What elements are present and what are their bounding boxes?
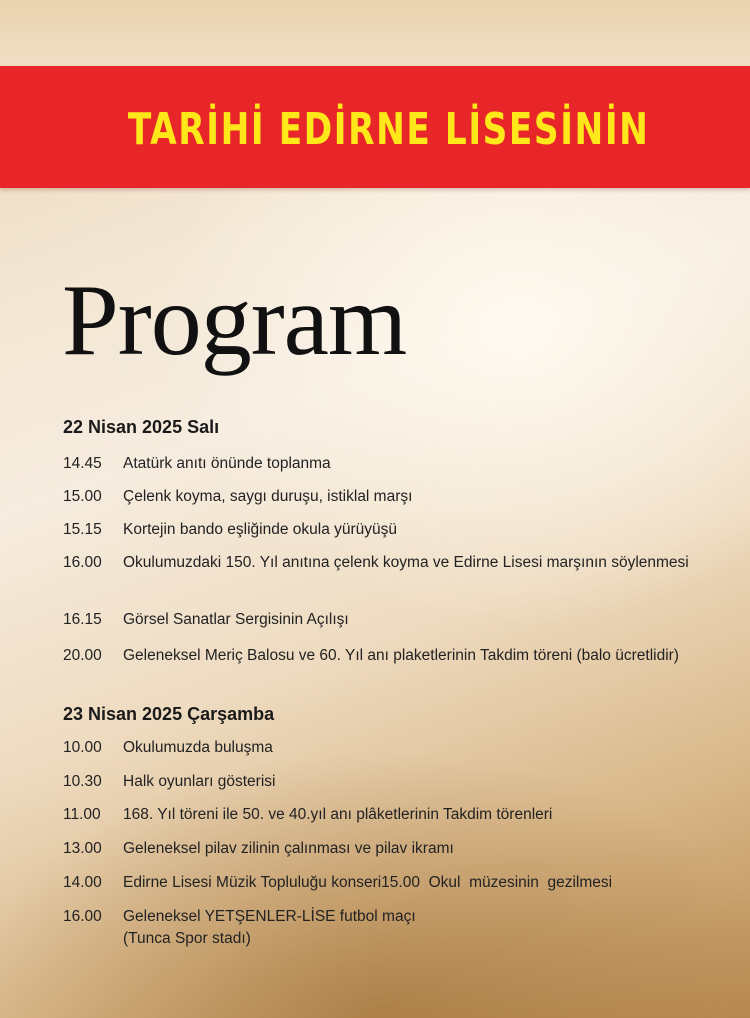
event-description: Geleneksel pilav zilinin çalınması ve pilav ikramı (123, 840, 454, 857)
event-description: Okulumuzda buluşma (123, 739, 273, 756)
top-background-strip (0, 0, 750, 66)
day-heading: 22 Nisan 2025 Salı (63, 417, 220, 437)
event-time: 16.15 (63, 611, 102, 628)
event-time: 10.30 (63, 773, 102, 790)
event-time: 14.00 (63, 874, 102, 891)
event-time: 14.45 (63, 455, 102, 472)
event-description: Edirne Lisesi Müzik Topluluğu konseri15.00 Okul müzesinin gezilmesi (123, 874, 613, 891)
event-description: Kortejin bando eşliğinde okula yürüyüşü (123, 521, 398, 538)
event-time: 13.00 (63, 840, 102, 857)
event-time: 11.00 (63, 806, 101, 823)
event-description: Görsel Sanatlar Sergisinin Açılışı (123, 611, 349, 628)
day-heading: 23 Nisan 2025 Çarşamba (63, 704, 275, 724)
event-time: 16.00 (63, 554, 102, 571)
event-description: Çelenk koyma, saygı duruşu, istiklal marşı (123, 488, 413, 505)
event-description: Geleneksel YETŞENLER-LİSE futbol maçı (Tunca Spor stadı) (123, 908, 416, 947)
event-description: 168. Yıl töreni ile 50. ve 40.yıl anı plâketlerinin Takdim törenleri (123, 806, 553, 823)
event-time: 16.00 (63, 908, 102, 925)
event-time: 15.15 (63, 521, 102, 538)
event-description: Atatürk anıtı önünde toplanma (123, 455, 331, 472)
page-title: Program (62, 264, 407, 377)
event-description: Geleneksel Meriç Balosu ve 60. Yıl anı plaketlerinin Takdim töreni (balo ücretlidir) (123, 647, 679, 664)
event-time: 15.00 (63, 488, 102, 505)
header-title: TARİHİ EDİRNE LİSESİNİN (127, 104, 650, 155)
event-time: 10.00 (63, 739, 102, 756)
event-time: 20.00 (63, 647, 102, 664)
header-banner (0, 66, 750, 188)
event-description: Okulumuzdaki 150. Yıl anıtına çelenk koyma ve Edirne Lisesi marşının söylenmesi (123, 554, 689, 571)
event-description: Halk oyunları gösterisi (123, 773, 276, 790)
